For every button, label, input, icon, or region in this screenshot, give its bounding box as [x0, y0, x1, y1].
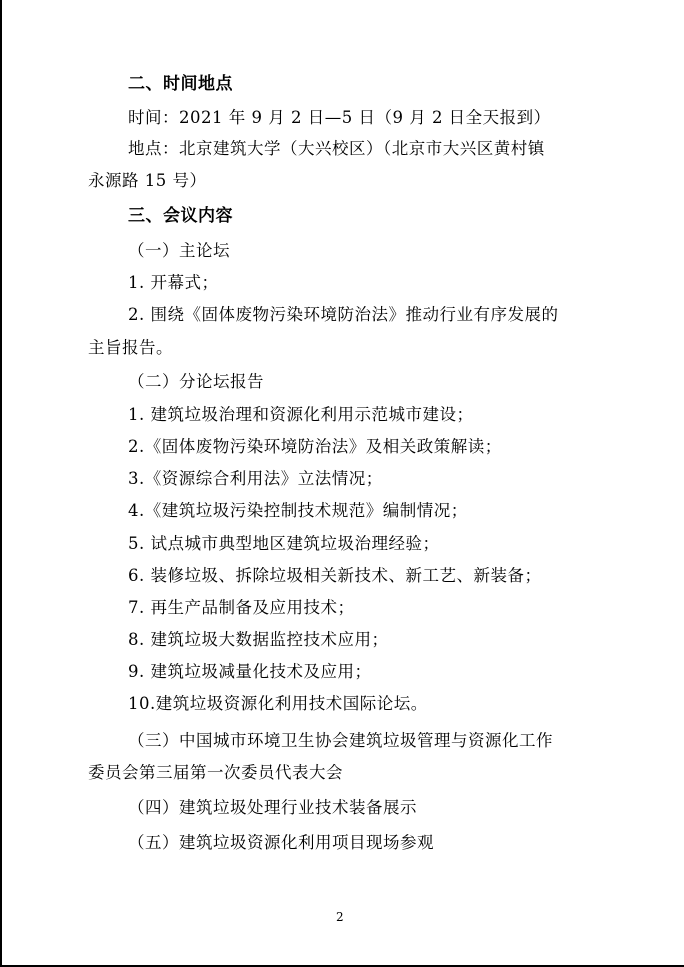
page-number: 2 [336, 910, 344, 924]
agenda-item-3-line2: 委员会第三届第一次委员代表大会 [88, 763, 343, 782]
agenda-item-3-line1: （三）中国城市环境卫生协会建筑垃圾管理与资源化工作 [128, 731, 553, 750]
sub-forum-item: 2.《固体废物污染环境防治法》及相关政策解读； [128, 437, 502, 456]
sub-forum-item: 5. 试点城市典型地区建筑垃圾治理经验； [128, 534, 440, 553]
sub-forum-item: 9. 建筑垃圾减量化技术及应用； [128, 662, 372, 681]
section-heading-content: 三、会议内容 [128, 206, 233, 226]
main-forum-item-2-line2: 主旨报告。 [88, 338, 173, 357]
sub-forum-item: 7. 再生产品制备及应用技术； [128, 598, 355, 617]
meeting-place-line1: 地点：北京建筑大学（大兴校区）（北京市大兴区黄村镇 [128, 139, 545, 158]
sub-forum-item: 1. 建筑垃圾治理和资源化利用示范城市建设； [128, 405, 474, 424]
page-left-edge [0, 0, 2, 967]
meeting-time: 时间：2021 年 9 月 2 日—5 日（9 月 2 日全天报到） [128, 108, 551, 127]
meeting-place-line2: 永源路 15 号） [88, 171, 207, 190]
main-forum-item-2-line1: 2. 围绕《固体废物污染环境防治法》推动行业有序发展的 [128, 305, 559, 324]
sub-forum-item: 6. 装修垃圾、拆除垃圾相关新技术、新工艺、新装备； [128, 566, 542, 585]
section-heading-time-place: 二、时间地点 [128, 74, 233, 94]
sub-forum-item: 3.《资源综合利用法》立法情况； [128, 469, 383, 488]
agenda-item-5: （五）建筑垃圾资源化利用项目现场参观 [128, 833, 434, 852]
sub-forum-item: 10.建筑垃圾资源化利用技术国际论坛。 [128, 694, 428, 713]
sub-forum-item: 8. 建筑垃圾大数据监控技术应用； [128, 630, 389, 649]
sub-forum-item: 4.《建筑垃圾污染控制技术规范》编制情况； [128, 501, 468, 520]
agenda-item-4: （四）建筑垃圾处理行业技术装备展示 [128, 798, 417, 817]
main-forum-title: （一）主论坛 [128, 241, 230, 260]
sub-forum-title: （二）分论坛报告 [128, 372, 264, 391]
main-forum-item-1: 1. 开幕式； [128, 273, 219, 292]
